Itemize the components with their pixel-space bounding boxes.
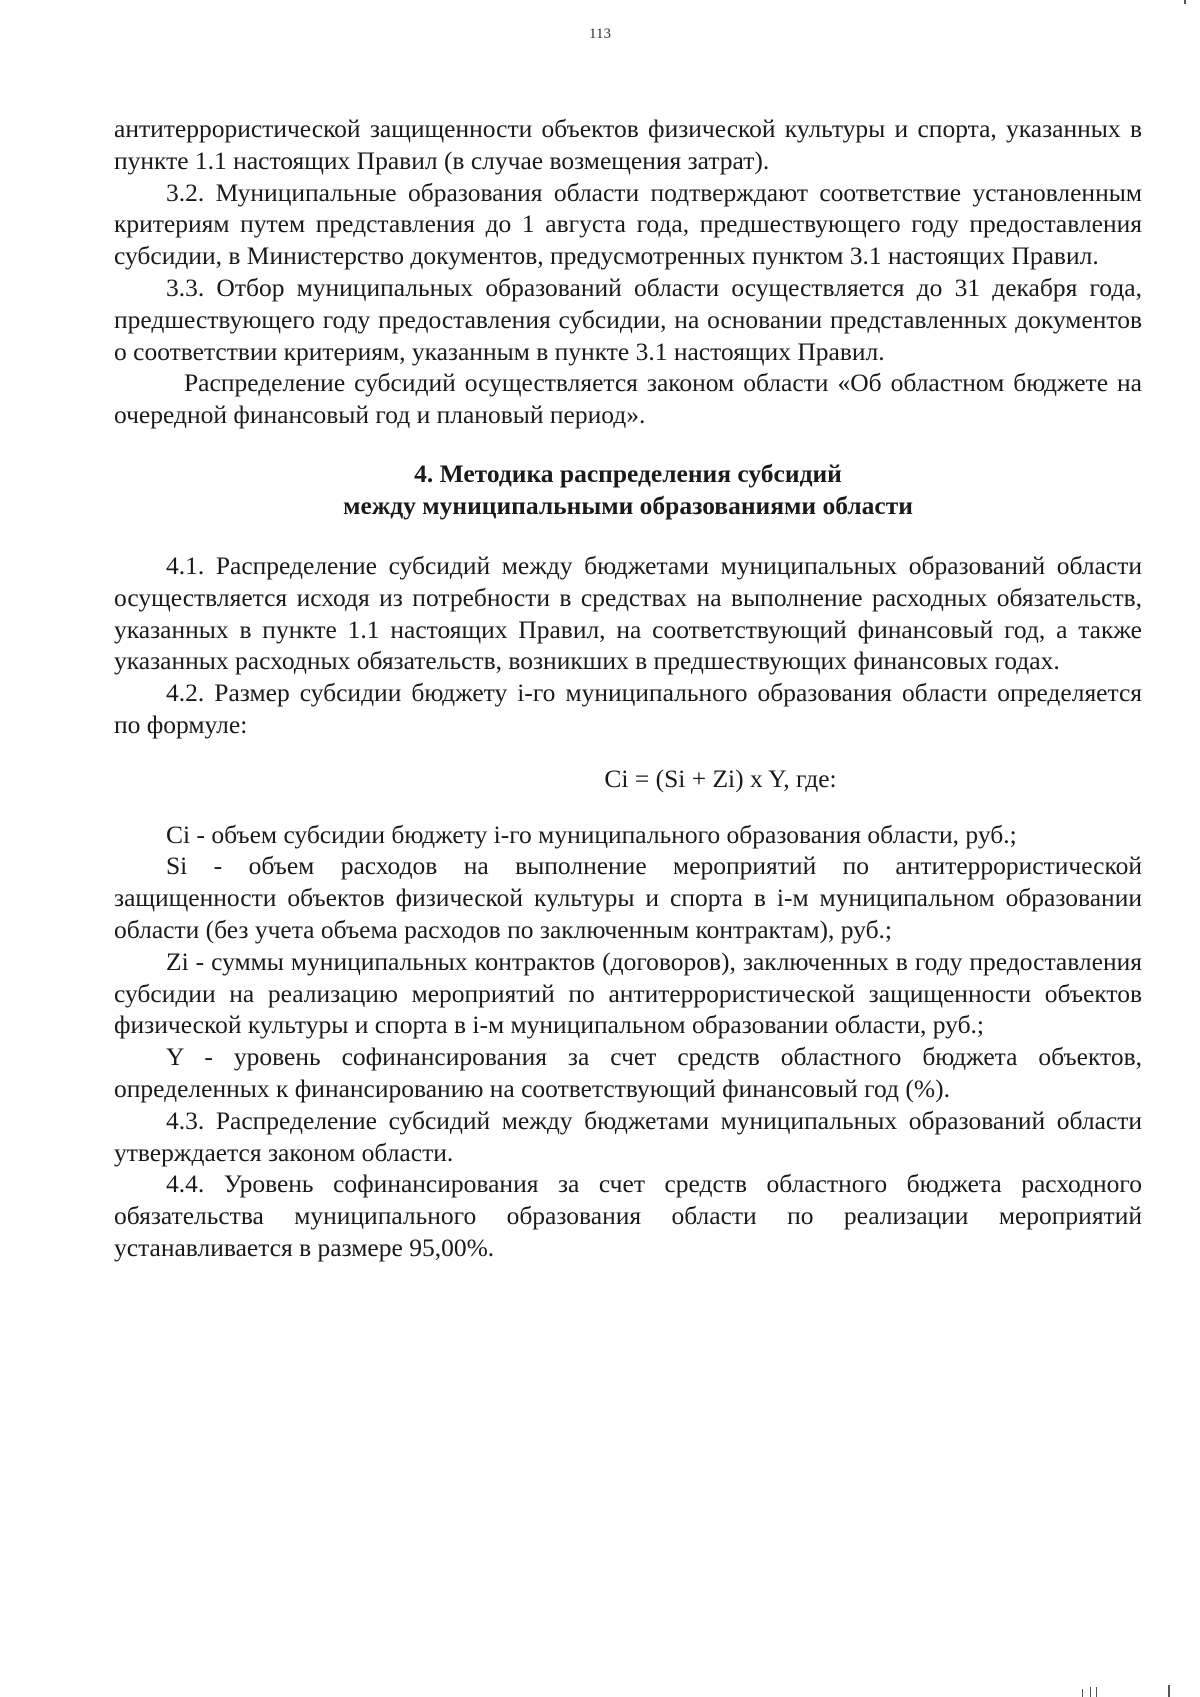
section-heading-line-2: между муниципальными образованиями области: [343, 490, 913, 520]
definition-y: Y - уровень софинансирования за счет средств областного бюджета объектов, определенных к финансированию на соответствующий финансовый год (%).: [114, 1042, 1142, 1103]
paragraph-3-3: 3.3. Отбор муниципальных образований области осуществляется до 31 декабря года, предшествующего году предоставления субсидии, на основании представленных документов о соответствии критериям, указанным в пункте 3.1 настоящих Правил.: [114, 272, 1142, 366]
scan-mark-bottom-1: [1082, 1689, 1083, 1697]
document-body: [114, 113, 1142, 1264]
paragraph-continuation: антитеррористической защищенности объектов физической культуры и спорта, указанных в пункте 1.1 настоящих Правил (в случае возмещения затрат).: [114, 114, 1142, 175]
scan-mark-bottom-2: [1090, 1687, 1091, 1697]
scan-mark-bottom-3: [1096, 1687, 1097, 1697]
formula: Ci = (Si + Zi) x Y, где:: [604, 763, 837, 793]
definition-zi: Zi - суммы муниципальных контрактов (договоров), заключенных в году предоставления субсидии на реализацию мероприятий по антитеррористической защищенности объектов физической культуры и спорта в i-м муниципальном образовании области, руб.;: [114, 946, 1142, 1040]
paragraph-4-1: 4.1. Распределение субсидий между бюджетами муниципальных образований области осуществляется исходя из потребности в средствах на выполнение расходных обязательств, указанных в пункте 1.1 настоящих Правил, на соответствующий финансовый год, а также указанных расходных обязательств, возникших в предшествующих финансовых годах.: [114, 550, 1142, 676]
definition-ci: Ci - объем субсидии бюджету i-го муниципального образования области, руб.;: [166, 819, 1017, 849]
page-number: 113: [589, 26, 611, 42]
paragraph-4-2: 4.2. Размер субсидии бюджету i-го муниципального образования области определяется по формуле:: [114, 678, 1142, 739]
scan-mark-bottom-right: [1168, 1685, 1170, 1697]
definition-si: Si - объем расходов на выполнение мероприятий по антитеррористической защищенности объектов физической культуры и спорта в i-м муниципальном образовании области (без учета объема расходов по заключенным контрактам), руб.;: [114, 851, 1142, 944]
paragraph-4-4: 4.4. Уровень софинансирования за счет средств областного бюджета расходного обязательства муниципального образования области по реализации мероприятий устанавливается в размере 95,00%.: [114, 1169, 1142, 1262]
paragraph-4-3: 4.3. Распределение субсидий между бюджетами муниципальных образований области утверждается законом области.: [114, 1105, 1142, 1167]
scan-mark-top-right: [1184, 0, 1186, 4]
paragraph-3-2: 3.2. Муниципальные образования области подтверждают соответствие установленным критериям путем представления до 1 августа года, предшествующего году предоставления субсидии, в Министерство документов, предусмотренных пунктом 3.1 настоящих Правил.: [114, 177, 1142, 271]
paragraph-distribution: Распределение субсидий осуществляется законом области «Об областном бюджете на очередной финансовый год и плановый период».: [114, 368, 1142, 430]
section-heading-line-1: 4. Методика распределения субсидий: [414, 458, 842, 488]
